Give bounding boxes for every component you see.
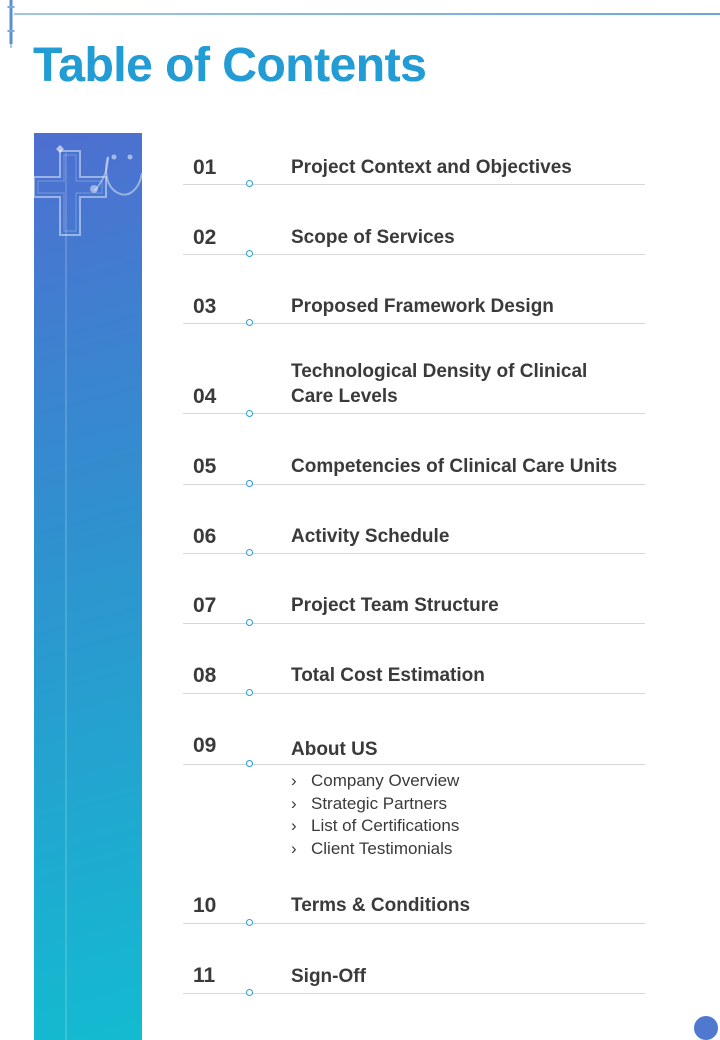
toc-label: Sign-Off (291, 966, 366, 987)
side-panel (34, 133, 142, 1040)
medical-cross-stethoscope-icon (34, 133, 142, 1040)
table-of-contents (183, 0, 653, 1040)
toc-marker-dot (246, 689, 253, 696)
syringe-icon (7, 0, 15, 48)
toc-marker-dot (246, 180, 253, 187)
chevron-right-icon: › (291, 771, 297, 790)
toc-label: Project Team Structure (291, 595, 499, 616)
sublist-item[interactable]: › Strategic Partners (291, 793, 459, 816)
sublist-item[interactable]: › List of Certifications (291, 815, 459, 838)
toc-number: 02 (193, 226, 217, 249)
toc-label: Proposed Framework Design (291, 296, 554, 317)
toc-label-line1: Technological Density of Clinical (291, 361, 588, 382)
toc-marker-dot (246, 989, 253, 996)
chevron-right-icon: › (291, 793, 297, 813)
toc-number: 08 (193, 664, 217, 687)
toc-number: 09 (193, 734, 217, 757)
about-us-sublist (291, 770, 459, 861)
corner-circle (694, 1016, 718, 1040)
toc-marker-dot (246, 250, 253, 257)
toc-marker-dot (246, 760, 253, 767)
toc-label: Activity Schedule (291, 526, 450, 547)
toc-number: 06 (193, 525, 217, 548)
sublist-item[interactable]: › Company Overview (291, 770, 459, 793)
sublist-item[interactable]: › Client Testimonials (291, 838, 459, 861)
chevron-right-icon: › (291, 839, 297, 859)
toc-marker-dot (246, 319, 253, 326)
chevron-right-icon: › (291, 816, 297, 836)
toc-marker-dot (246, 480, 253, 487)
toc-label: Competencies of Clinical Care Units (291, 456, 618, 477)
toc-label: Scope of Services (291, 227, 455, 248)
toc-number: 07 (193, 594, 217, 617)
toc-label: Total Cost Estimation (291, 665, 485, 686)
toc-label: About US (291, 739, 378, 760)
toc-label: Terms & Conditions (291, 895, 471, 916)
toc-marker-dot (246, 549, 253, 556)
toc-number: 04 (193, 385, 217, 408)
toc-number: 05 (193, 455, 217, 478)
toc-number: 11 (193, 964, 216, 987)
toc-marker-dot (246, 619, 253, 626)
toc-label: Project Context and Objectives (291, 157, 572, 178)
toc-number: 10 (193, 894, 217, 917)
page-title: Table of Contents (33, 39, 427, 92)
toc-number: 01 (193, 156, 217, 179)
toc-number: 03 (193, 295, 217, 318)
toc-label-line2: Care Levels (291, 386, 398, 407)
toc-marker-dot (246, 919, 253, 926)
toc-marker-dot (246, 410, 253, 417)
